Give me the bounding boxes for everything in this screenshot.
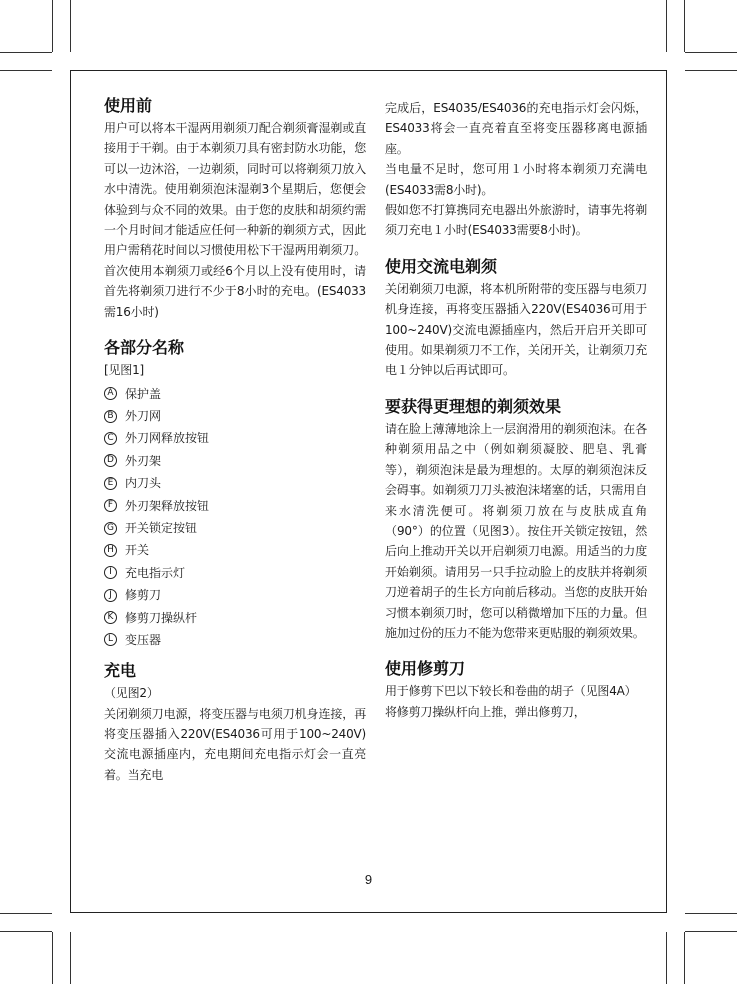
trimmer-body-2: 将修剪刀操纵杆向上推，弹出修剪刀， bbox=[385, 704, 586, 719]
list-item bbox=[104, 539, 366, 561]
circled-letter: C bbox=[104, 432, 117, 445]
part-label: 修剪刀 bbox=[125, 588, 162, 603]
charging-cont-p2: 当电量不足时，您可用１小时将本剃须刀充满电(ES4033需8小时)。 bbox=[385, 162, 647, 197]
part-label: 开关锁定按钮 bbox=[125, 521, 198, 535]
part-label: 修剪刀操纵杆 bbox=[125, 610, 198, 625]
crop-mark bbox=[0, 52, 52, 53]
circled-letter: G bbox=[104, 522, 117, 535]
crop-mark bbox=[666, 932, 667, 984]
charging-body: 关闭剃须刀电源，将变压器与电须刀机身连接，再将变压器插入220V(ES4036可用于100~240V)交流电源插座内，充电期间充电指示灯会一直亮着。当充电 bbox=[104, 706, 366, 782]
list-item bbox=[104, 629, 366, 651]
part-label: 外刀网 bbox=[125, 409, 162, 424]
part-label: 变压器 bbox=[125, 632, 162, 647]
part-label: 外刃架释放按钮 bbox=[125, 498, 210, 513]
list-item bbox=[104, 427, 366, 449]
charging-cont-p1: 完成后，ES4035/ES4036的充电指示灯会闪烁，ES4033将会一直亮着直至将变压器移离电源插座。 bbox=[385, 101, 647, 156]
page-number: 9 bbox=[364, 872, 373, 887]
better-shave-body: 请在脸上薄薄地涂上一层润滑用的剃须泡沫。在各种剃须用品之中（例如剃须凝胶、肥皂、乳膏等），剃须泡沫是最为理想的。太厚的剃须泡沫反会碍事。如剃须刀刀头被泡沫堵塞的话，只需用自来水清洗便可。将剃须刀放在与皮肤成直角（90°）的位置（见图3）。按住开关锁定按钮，然后向上推动开关以开启剃须刀电源。用适当的力度开始剃须。请用另一只手拉动脸上的皮肤并将剃须刀逆着胡子的生长方向前后移动。当您的皮肤开始习惯本剃须刀时，您可以稍微增加下压的力量。但施加过份的压力不能为您带来更贴服的剃须效果。 bbox=[385, 421, 647, 640]
list-item bbox=[104, 606, 366, 628]
circled-letter: K bbox=[104, 611, 117, 624]
parts-figure-ref: [见图1] bbox=[104, 363, 144, 378]
circled-letter: L bbox=[104, 633, 117, 646]
circled-letter: E bbox=[104, 477, 117, 490]
list-item bbox=[104, 517, 366, 539]
part-label: 充电指示灯 bbox=[125, 565, 186, 580]
charging-cont-p3: 假如您不打算携同充电器出外旅游时，请事先将剃须刀充电１小时(ES4033需要8小时)。 bbox=[385, 203, 647, 238]
crop-mark bbox=[70, 932, 71, 984]
list-item bbox=[104, 562, 366, 584]
circled-letter: J bbox=[104, 589, 117, 602]
part-label: 保护盖 bbox=[125, 386, 162, 401]
crop-mark bbox=[685, 70, 737, 71]
section-title-before-use: 使用前 bbox=[104, 96, 153, 115]
list-item bbox=[104, 494, 366, 516]
list-item bbox=[104, 382, 366, 404]
section-title-ac-shaving: 使用交流电剃须 bbox=[385, 256, 498, 276]
crop-mark bbox=[0, 70, 52, 71]
crop-mark bbox=[684, 932, 685, 984]
crop-mark bbox=[685, 931, 737, 932]
crop-mark bbox=[685, 913, 737, 914]
crop-mark bbox=[666, 0, 667, 52]
list-item bbox=[104, 472, 366, 494]
right-column bbox=[385, 98, 647, 722]
section-title-charging: 充电 bbox=[104, 661, 137, 681]
part-label: 外刀网释放按钮 bbox=[125, 431, 210, 446]
list-item bbox=[104, 450, 366, 472]
crop-mark bbox=[0, 931, 52, 932]
crop-mark bbox=[52, 932, 53, 984]
circled-letter: A bbox=[104, 387, 117, 400]
crop-mark bbox=[685, 52, 737, 53]
part-label: 外刃架 bbox=[125, 453, 162, 468]
circled-letter: D bbox=[104, 454, 117, 467]
before-use-body: 用户可以将本干湿两用剃须刀配合剃须膏湿剃或直接用于干剃。由于本剃须刀具有密封防水功能，您可以一边沐浴，一边剃须，同时可以将剃须刀放入水中清洗。使用剃须泡沫湿剃3个星期后，您便会体验到与众不同的效果。由于您的皮肤和胡须约需一个月时间才能适应任何一种新的剃须方式，因此用户需稍花时间以习惯使用松下干湿两用剃须刀。首次使用本剃须刀或经6个月以上没有使用时，请首先将剃须刀进行不少于8小时的充电。(ES4033需16小时) bbox=[104, 121, 366, 319]
circled-letter: B bbox=[104, 410, 117, 423]
section-title-better-shave: 要获得更理想的剃须效果 bbox=[385, 396, 562, 416]
circled-letter: I bbox=[104, 566, 117, 579]
trimmer-body-1: 用于修剪下巴以下较长和卷曲的胡子（见图4A） bbox=[385, 684, 637, 699]
list-item bbox=[104, 405, 366, 427]
crop-mark bbox=[0, 913, 52, 914]
crop-mark bbox=[70, 0, 71, 52]
part-label: 内刀头 bbox=[125, 476, 162, 491]
crop-mark bbox=[684, 0, 685, 52]
list-item bbox=[104, 584, 366, 606]
parts-list bbox=[104, 382, 366, 651]
part-label: 开关 bbox=[125, 543, 150, 558]
charging-figure-ref: （见图2） bbox=[104, 686, 159, 701]
ac-shaving-body: 关闭剃须刀电源，将本机所附带的变压器与电须刀机身连接，再将变压器插入220V(ES4036可用于100~240V)交流电源插座内，然后开启开关即可使用。如果剃须刀不工作，关闭开关，让剃须刀充电１分钟以后再试即可。 bbox=[385, 281, 647, 378]
crop-mark bbox=[52, 0, 53, 52]
section-title-parts: 各部分名称 bbox=[104, 338, 185, 358]
left-column bbox=[104, 96, 366, 785]
circled-letter: H bbox=[104, 544, 117, 557]
circled-letter: F bbox=[104, 499, 117, 512]
section-title-trimmer: 使用修剪刀 bbox=[385, 659, 466, 679]
